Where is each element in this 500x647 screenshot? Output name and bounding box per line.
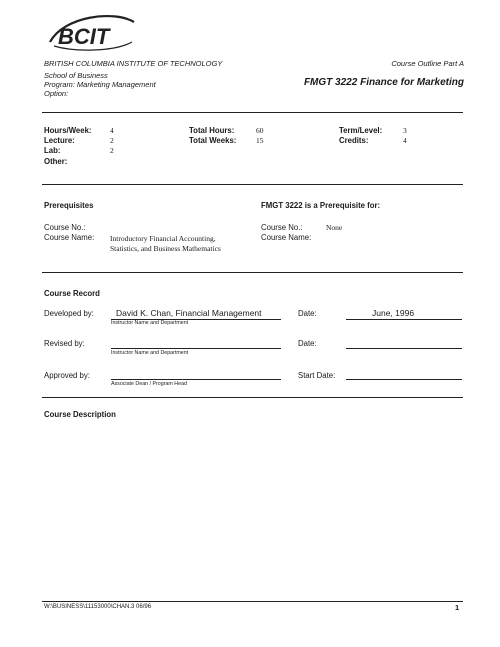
developed-by-label: Developed by: <box>44 309 94 318</box>
prerequisites-heading: Prerequisites <box>44 201 94 210</box>
page-number: 1 <box>455 603 460 612</box>
credits-value: 4 <box>403 136 407 145</box>
date-line <box>346 319 462 320</box>
course-name-line2: Statistics, and Business Mathematics <box>110 244 221 253</box>
option-label: Option: <box>44 89 69 98</box>
course-name-line1: Introductory Financial Accounting, <box>110 234 216 243</box>
divider <box>42 184 463 185</box>
start-date-label: Start Date: <box>298 371 336 380</box>
revised-by-caption: Instructor Name and Department <box>111 350 189 356</box>
program-name: Program: Marketing Management <box>44 80 156 89</box>
footer-path: W:\BUSINESS\11153000\CHAN.3 06/96 <box>44 604 152 610</box>
course-record-heading: Course Record <box>44 289 100 298</box>
start-date-line <box>346 379 462 380</box>
revised-date-label: Date: <box>298 339 317 348</box>
course-no-label: Course No.: <box>44 223 86 232</box>
approved-by-line <box>111 379 281 380</box>
right-course-name-label: Course Name: <box>261 233 312 242</box>
divider <box>42 397 463 398</box>
approved-by-label: Approved by: <box>44 371 90 380</box>
date-value: June, 1996 <box>372 308 415 318</box>
course-name-label: Course Name: <box>44 233 95 242</box>
divider <box>42 272 463 273</box>
approved-by-caption: Associate Dean / Program Head <box>111 381 187 387</box>
bcit-logo-icon <box>44 12 138 56</box>
revised-date-line <box>346 348 462 349</box>
term-level-label: Term/Level: <box>339 126 383 135</box>
hours-week-value: 4 <box>110 126 114 135</box>
credits-label: Credits: <box>339 136 369 145</box>
right-course-no-value: None <box>326 223 343 232</box>
revised-by-label: Revised by: <box>44 339 85 348</box>
total-hours-label: Total Hours: <box>189 126 235 135</box>
total-weeks-label: Total Weeks: <box>189 136 237 145</box>
bcit-logo <box>44 12 138 56</box>
divider <box>42 112 463 113</box>
total-hours-value: 60 <box>256 126 264 135</box>
date-label: Date: <box>298 309 317 318</box>
course-title: FMGT 3222 Finance for Marketing <box>303 77 464 88</box>
developed-by-value: David K. Chan, Financial Management <box>116 308 262 318</box>
is-prereq-heading: FMGT 3222 is a Prerequisite for: <box>261 201 381 210</box>
term-level-value: 3 <box>403 126 407 135</box>
lecture-value: 2 <box>110 136 114 145</box>
right-course-no-label: Course No.: <box>261 223 303 232</box>
total-weeks-value: 15 <box>256 136 264 145</box>
other-label: Other: <box>44 157 68 166</box>
revised-by-line <box>111 348 281 349</box>
outline-part: Course Outline Part A <box>391 59 464 68</box>
hours-week-label: Hours/Week: <box>44 126 92 135</box>
lab-value: 2 <box>110 146 114 155</box>
developed-by-caption: Instructor Name and Department <box>111 320 189 326</box>
institute-name: BRITISH COLUMBIA INSTITUTE OF TECHNOLOGY <box>44 59 223 68</box>
logo-text: BCIT <box>58 24 110 49</box>
course-description-heading: Course Description <box>44 410 116 419</box>
lab-label: Lab: <box>44 146 61 155</box>
footer-divider <box>42 601 463 602</box>
lecture-label: Lecture: <box>44 136 75 145</box>
school-name: School of Business <box>44 71 108 80</box>
